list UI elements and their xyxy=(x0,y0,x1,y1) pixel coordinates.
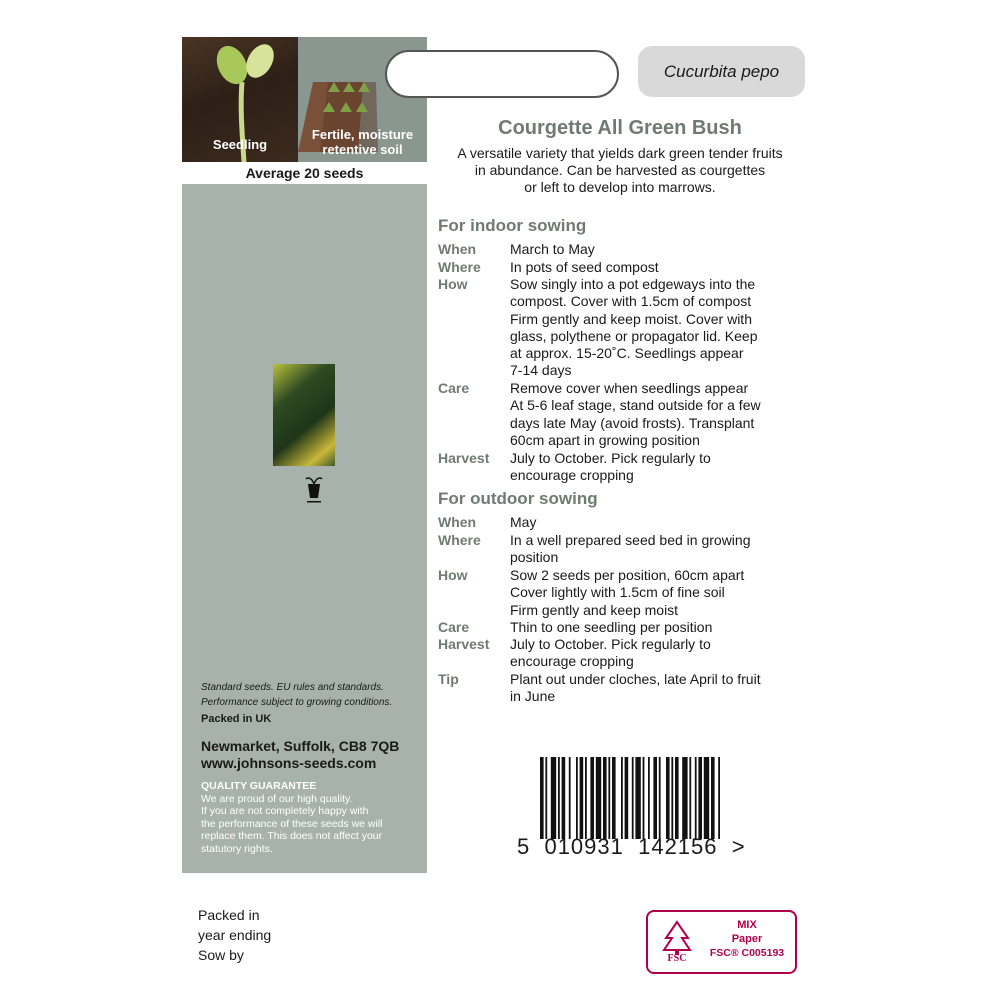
fsc-paper: Paper xyxy=(731,933,763,945)
soil-caption-line: retentive soil xyxy=(322,142,403,157)
soil-caption-line: Fertile, moisture xyxy=(311,127,414,142)
pot-logo-icon xyxy=(305,476,323,509)
outdoor-where-text xyxy=(510,532,810,567)
row-line: Firm gently and keep moist. Cover with xyxy=(510,310,752,327)
row-line: At 5-6 leaf stage, stand outside for a few xyxy=(510,397,761,414)
packed-sow-by xyxy=(198,905,271,965)
row-line: Sow 2 seeds per position, 60cm apart xyxy=(510,567,745,583)
courgette-photo xyxy=(273,364,335,466)
row-line: In a well prepared seed bed in growing xyxy=(510,532,751,548)
outdoor-tip-text xyxy=(510,671,810,706)
intro-line: A versatile variety that yields dark green tender fruits xyxy=(457,145,783,161)
name-label-blank xyxy=(385,50,619,98)
row-line: encourage cropping xyxy=(510,653,634,670)
outdoor-how-label: How xyxy=(438,567,468,583)
packed-line: Sow by xyxy=(198,947,244,963)
row-line: Remove cover when seedlings appear xyxy=(510,380,749,396)
packed-line: year ending xyxy=(198,927,272,943)
address-block xyxy=(201,738,399,772)
outdoor-sowing-heading: For outdoor sowing xyxy=(438,489,598,508)
row-line: position xyxy=(510,549,559,566)
guarantee-line: the performance of these seeds we will xyxy=(201,817,383,830)
indoor-harvest-label: Harvest xyxy=(438,450,490,466)
row-line: compost. Cover with 1.5cm of compost xyxy=(510,293,752,310)
intro-line: in abundance. Can be harvested as courgettes xyxy=(474,162,766,178)
indoor-when-label: When xyxy=(438,241,477,257)
intro-line: or left to develop into marrows. xyxy=(524,179,716,195)
row-line: glass, polythene or propagator lid. Keep xyxy=(510,327,758,344)
guarantee-line: If you are not completely happy with xyxy=(201,805,369,817)
seed-count: Average 20 seeds xyxy=(182,162,427,184)
guarantee-line: We are proud of our high quality. xyxy=(201,792,353,805)
address: Newmarket, Suffolk, CB8 7QB xyxy=(201,738,400,754)
row-line: May xyxy=(510,514,537,530)
outdoor-where-label: Where xyxy=(438,532,481,548)
fsc-mix: MIX xyxy=(737,919,757,931)
indoor-where-text xyxy=(510,259,810,276)
guarantee-line: statutory rights. xyxy=(201,842,273,855)
website: www.johnsons-seeds.com xyxy=(201,755,377,771)
indoor-where-label: Where xyxy=(438,259,481,275)
soil-caption xyxy=(298,127,427,157)
row-line: 7-14 days xyxy=(510,362,572,379)
indoor-sowing-heading: For indoor sowing xyxy=(438,216,587,235)
row-line: encourage cropping xyxy=(510,467,634,484)
row-line: Cover lightly with 1.5cm of fine soil xyxy=(510,584,725,601)
intro-text xyxy=(430,145,810,196)
guarantee-line: replace them. This does not affect your xyxy=(201,830,383,842)
outdoor-when-text xyxy=(510,514,810,531)
indoor-when-text xyxy=(510,241,810,258)
row-line: Plant out under cloches, late April to fruit xyxy=(510,671,761,687)
row-line: at approx. 15-20˚C. Seedlings appear xyxy=(510,345,744,362)
row-line: 60cm apart in growing position xyxy=(510,431,700,448)
latin-name: Cucurbita pepo xyxy=(638,46,805,97)
fsc-badge xyxy=(646,910,797,974)
row-line: July to October. Pick regularly to xyxy=(510,450,711,466)
product-title: Courgette All Green Bush xyxy=(498,117,742,139)
guarantee-title: QUALITY GUARANTEE xyxy=(201,780,317,792)
outdoor-care-text xyxy=(510,619,810,636)
fsc-logo-text: FSC xyxy=(667,953,687,964)
fsc-mix-text xyxy=(702,918,792,960)
indoor-care-label: Care xyxy=(438,380,470,396)
packed-in-uk: Packed in UK xyxy=(201,713,272,725)
indoor-care-text xyxy=(510,380,810,449)
seedling-caption: Seedling xyxy=(212,137,268,152)
outdoor-when-label: When xyxy=(438,514,477,530)
row-line: Sow singly into a pot edgeways into the xyxy=(510,276,756,292)
indoor-how-text xyxy=(510,276,810,380)
barcode-digits: 5 010931 142156 > xyxy=(517,834,746,859)
standards-line: Performance subject to growing conditions. xyxy=(201,697,393,708)
outdoor-harvest-label: Harvest xyxy=(438,636,490,652)
row-line: In pots of seed compost xyxy=(510,259,659,275)
quality-guarantee xyxy=(201,780,426,855)
row-line: July to October. Pick regularly to xyxy=(510,636,711,652)
row-line: Firm gently and keep moist xyxy=(510,601,679,618)
indoor-harvest-text xyxy=(510,450,810,485)
standards-line: Standard seeds. EU rules and standards. xyxy=(201,682,384,693)
outdoor-how-text xyxy=(510,567,810,619)
standards-text xyxy=(201,680,421,710)
row-line: March to May xyxy=(510,241,595,257)
row-line: Thin to one seedling per position xyxy=(510,619,713,635)
indoor-how-label: How xyxy=(438,276,468,292)
packed-line: Packed in xyxy=(198,907,260,923)
outdoor-tip-label: Tip xyxy=(438,671,459,687)
row-line: in June xyxy=(510,688,556,705)
barcode xyxy=(540,757,772,839)
outdoor-harvest-text xyxy=(510,636,810,671)
outdoor-care-label: Care xyxy=(438,619,470,635)
fsc-code: FSC® C005193 xyxy=(709,947,785,959)
row-line: days late May (avoid frosts). Transplant xyxy=(510,414,755,431)
